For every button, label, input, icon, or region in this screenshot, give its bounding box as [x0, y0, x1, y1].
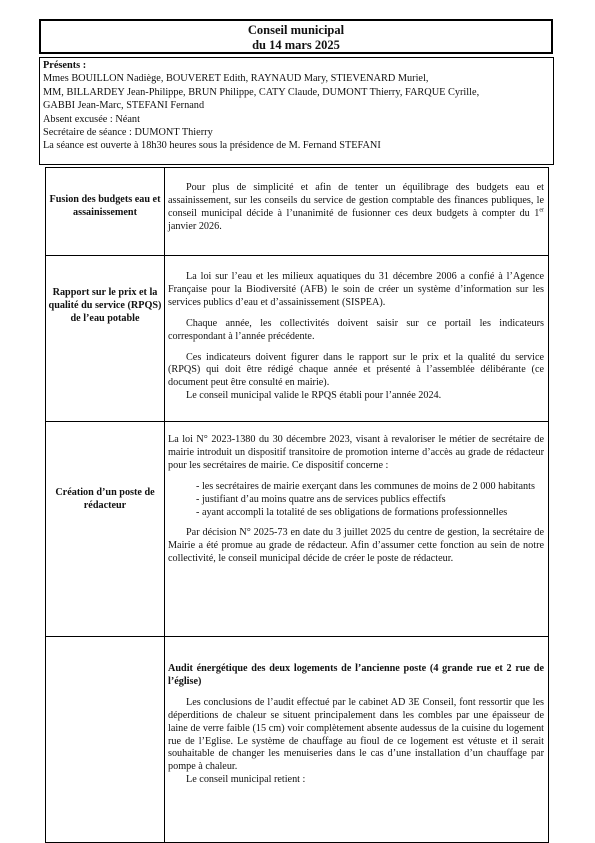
- rpqs-paragraph: Ces indicateurs doivent figurer dans le rapport sur le prix et la qualité du service (RPQS) qui doit être rédigé chaque année et présenté à l’assemblée délibérante (ce document peut être consulté en mairie).: [168, 351, 544, 389]
- audit-heading: Audit énergétique des deux logements de l’ancienne poste (4 grande rue et 2 rue de l’église): [168, 663, 544, 687]
- deliberations-table: [45, 167, 549, 843]
- rpqs-paragraph: Chaque année, les collectivités doivent saisir sur ce portail les indicateurs correspondant à l’année précédente.: [168, 317, 544, 342]
- opening-line: La séance est ouverte à 18h30 heures sous la présidence de M. Fernand STEFANI: [43, 140, 381, 152]
- bullet-item: - justifiant d’au moins quatre ans de services publics effectifs: [196, 493, 446, 505]
- column-divider: [164, 168, 165, 842]
- attendance-box: [39, 57, 554, 165]
- meeting-date: du 14 mars 2025: [252, 38, 340, 52]
- section-content-audit: [168, 663, 544, 787]
- row-divider: [46, 255, 548, 256]
- section-label-fusion: Fusion des budgets eau et assainissement: [49, 194, 161, 219]
- absent-line: Absent excusée : Néant: [43, 113, 140, 125]
- audit-paragraph: Le conseil municipal retient :: [186, 774, 306, 786]
- secretary-line: Secrétaire de séance : DUMONT Thierry: [43, 127, 213, 139]
- audit-paragraph: Les conclusions de l’audit effectué par le cabinet AD 3E Conseil, font ressortir que les déperditions de chaleur se situent principalement dans les combles par une épaisseur de laine de verre faible (15 cm) voir complètement absente audessus de la cuisine du logement rue de l’Eglise. Le système de chauffage au fioul de ce logement est vétuste et il serait souhaitable de changer les menuiseries dans le cas d’une installation d’un chauffage par pompe à chaleur.: [168, 696, 544, 773]
- rpqs-paragraph: La loi sur l’eau et les milieux aquatiques du 31 décembre 2006 a confié à l’Agence Française pour la Biodiversité (AFB) le soin de créer un système d’information sur les services publics d’eau et d’assainissement (SISPEA).: [168, 271, 544, 308]
- attendance-heading: Présents :: [43, 60, 87, 71]
- meeting-title-box: [39, 19, 553, 54]
- fusion-text-end: janvier 2026.: [168, 220, 222, 232]
- section-label-redacteur: Création d’un poste de rédacteur: [55, 487, 155, 512]
- section-content-fusion: [168, 182, 544, 234]
- bullet-item: - les secrétaires de mairie exerçant dans les communes de moins de 2 000 habitants: [196, 480, 535, 492]
- row-divider: [46, 421, 548, 422]
- row-divider: [46, 636, 548, 637]
- section-content-rpqs: [168, 271, 544, 403]
- section-content-redacteur: [168, 434, 544, 566]
- rpqs-paragraph: Le conseil municipal valide le RPQS établi pour l’année 2024.: [186, 390, 442, 402]
- fusion-text: Pour plus de simplicité et afin de tenter un équilibrage des budgets eau et assainissement, sur les conseils du service de gestion comptable des finances publiques, le conseil municipal décide à l’unanimité de fusionner ces deux budgets à compter du 1: [168, 182, 544, 219]
- attendance-line: MM, BILLARDEY Jean-Philippe, BRUN Philippe, CATY Claude, DUMONT Thierry, FARQUE Cyrille,: [43, 86, 480, 98]
- bullet-item: - ayant accompli la totalité de ses obligations de formations professionnelles: [196, 506, 508, 518]
- attendance-line: GABBI Jean-Marc, STEFANI Fernand: [43, 100, 205, 112]
- ordinal-suffix: er: [539, 207, 544, 214]
- attendance-line: Mmes BOUILLON Nadiège, BOUVERET Edith, RAYNAUD Mary, STIEVENARD Muriel,: [43, 73, 429, 85]
- meeting-title: Conseil municipal: [247, 23, 345, 37]
- section-label-rpqs: Rapport sur le prix et la qualité du service (RPQS) de l’eau potable: [48, 287, 162, 325]
- redacteur-paragraph: Par décision N° 2025-73 en date du 3 juillet 2025 du centre de gestion, la secrétaire de Mairie a été promue au grade de rédacteur. Afin d’assumer cette fonction au sein de notre collectivité, le conseil municipal décide de créer le poste de rédacteur.: [168, 527, 544, 565]
- redacteur-paragraph: La loi N° 2023-1380 du 30 décembre 2023, visant à revaloriser le métier de secrétaire de mairie introduit un dispositif transitoire de promotion interne d’accès au grade de rédacteur pour les secrétaires de mairie. Ce dispositif concerne :: [168, 434, 544, 471]
